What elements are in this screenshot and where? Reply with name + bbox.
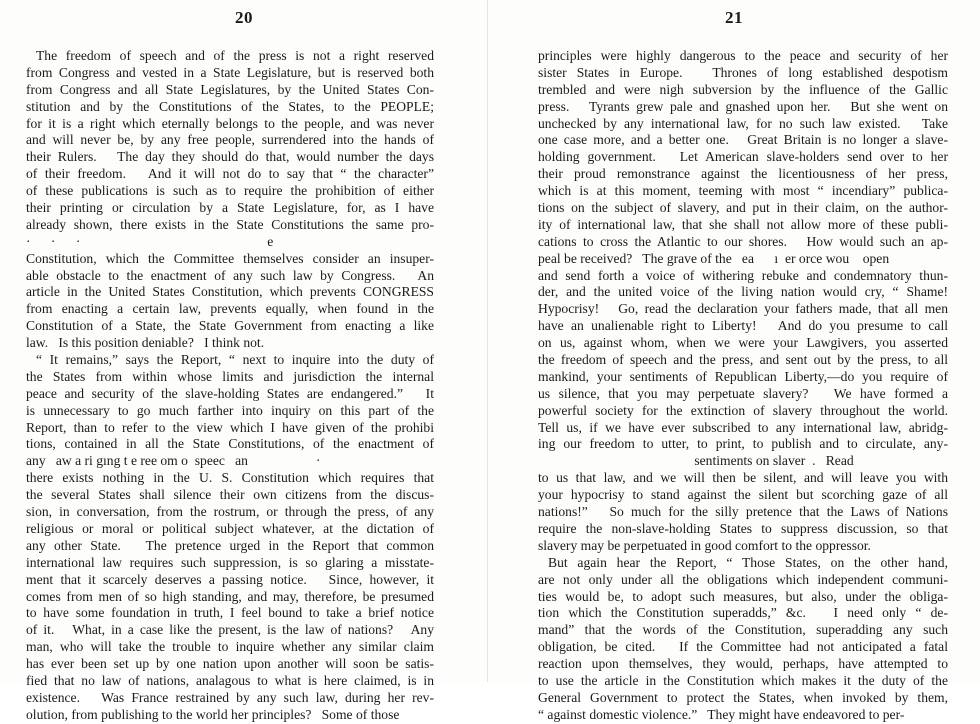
text-line: from Congress and all State Legislatures, by the United States Con- (26, 81, 434, 97)
text-line: any aw a ri gıng t e ree om o speec an · (26, 453, 321, 469)
left-page-text (26, 48, 434, 724)
text-line: is unnecessary to go much farther into inquiry on this part of the (26, 402, 434, 418)
text-line: cations to cross the Atlantic to our shores. How would such an ap- (538, 233, 948, 249)
text-line: sister States in Europe. Thrones of long established despotism (538, 64, 948, 80)
text-line: press. Tyrants grew pale and gnashed upon her. But she went on (538, 98, 948, 114)
text-line: trembled and were nigh subversion by the influence of the Gallic (538, 81, 948, 97)
text-line: man, who will take the trouble to inquire whether any similar claim (26, 639, 434, 655)
text-line: us silence, that you may perpetuate slavery? We have formed a (538, 385, 948, 401)
text-line: any other State. The pretence urged in the Report that common (26, 537, 434, 553)
text-line: require the non-slave-holding States to suppress discussion, so that (538, 520, 948, 536)
text-line: reaction upon themselves, they would, perhaps, have attempted to (538, 656, 948, 672)
right-page (488, 0, 980, 722)
text-line: have an unalienable right to Liberty! And do you presume to call (538, 318, 948, 334)
text-line: has ever been set up by one nation upon another will soon be satis- (26, 656, 434, 672)
text-line: obligation, be cited. If the Committee had not anticipated a fatal (538, 639, 948, 655)
text-line: ties would be, to adopt such measures, but also, under the obliga- (538, 588, 948, 604)
text-line: already shown, there exists in the State Constitutions the same pro- (26, 216, 434, 232)
text-line: ity of international law, that she shall not allow more of these publi- (538, 216, 948, 232)
text-line: from Congress and vested in a State Legislature, but is reserved both (26, 64, 434, 80)
text-line: ment that it scarcely deserves a passing notice. Since, however, it (26, 571, 434, 587)
text-line: article in the United States Constitution, which prevents CONGRESS (26, 284, 434, 300)
text-line: “ It remains,” says the Report, “ next to inquire into the duty of (36, 352, 434, 368)
text-line: tions, contained in all the State Constitutions, of the enactment of (26, 436, 434, 452)
left-page (0, 0, 488, 722)
text-line: of it. What, in a case like the present, is the law of nations? Any (26, 622, 434, 638)
text-line: peal be received? The grave of the ea ı er orce wou open (538, 250, 890, 266)
text-line: the States from within whose limits and jurisdiction the internal (26, 368, 434, 384)
text-line: to us that law, and we will then be silent, and will leave you with (538, 470, 948, 486)
text-line: Hypocrisy! Go, read the declaration your fathers made, that all men (538, 301, 948, 317)
text-line: one case more, and a better one. Great Britain is no longer a slave- (538, 132, 948, 148)
text-line: General Government to protect the States, when invoked by them, (538, 689, 948, 705)
text-line: their printing or circulation by a State Legislature, for, as I have (26, 200, 434, 216)
text-line: law. Is this position deniable? I think not. (26, 335, 265, 351)
text-line: to use the article in the Constitution which makes it the duty of the (538, 672, 948, 688)
text-line: mand” that the words of the Constitution, superadding any such (538, 622, 948, 638)
text-line: slavery may be perpetuated in good comfort to the oppressor. (538, 537, 871, 553)
text-line: from enacting a certain law, prevents equally, when found in the (26, 301, 434, 317)
text-line: to have some foundation in truth, I feel bound to take a brief notice (26, 605, 434, 621)
text-line: international law requires such suppression, is so glaring a misstate- (26, 554, 434, 570)
text-line: there exists nothing in the U. S. Constitution which requires that (26, 470, 434, 486)
text-line: are not only under all the obligations which independent communi- (538, 571, 948, 587)
text-line: which is at this moment, teeming with most “ incendiary” publica- (538, 183, 948, 199)
text-line: “ against domestic violence.” They might have endeavored to per- (538, 706, 905, 722)
text-line: the freedom of speech and the press, and sent out by the press, to all (538, 352, 948, 368)
text-line: olution, from publishing to the world her principles? Some of those (26, 706, 400, 722)
text-line: religious or moral or political subject whatever, at the dictation of (26, 520, 434, 536)
text-line: for it is a right which eternally belongs to the people, and was never (26, 115, 434, 131)
text-line: · · · e (26, 233, 274, 249)
text-line: mankind, your sentiments of Republican Liberty,—do you require of (538, 368, 948, 384)
text-line: sentiments on slaver . Read (538, 453, 854, 469)
text-line: and send forth a voice of withering rebuke and condemnatory thun- (538, 267, 948, 283)
text-line: fied that no law of nations, analagous to what is here claimed, is in (26, 672, 434, 688)
text-line: unchecked by any international law, for no such law existed. Take (538, 115, 948, 131)
text-line: ing our freedom to utter, to print, to publish and to circulate, any- (538, 436, 948, 452)
text-line: their proud remonstrance against the licentiousness of her press, (538, 166, 948, 182)
text-line: der, and the united voice of the living nation would cry, “ Shame! (538, 284, 948, 300)
text-line: principles were highly dangerous to the peace and security of her (538, 48, 948, 63)
text-line: their Rulers. The day they should do that, would number the days (26, 149, 434, 165)
page-number-right: 21 (725, 8, 743, 27)
text-line: and will never be, by any free people, surrendered into the hands of (26, 132, 434, 148)
right-page-text (538, 48, 948, 724)
text-line: Constitution, which the Committee themselves consider an insuper- (26, 250, 434, 266)
text-line: Constitution of a State, the State Government from enacting a like (26, 318, 434, 334)
text-line: tions on the subject of slavery, and put in their claim, on the author- (538, 200, 948, 216)
page-number-left: 20 (235, 8, 253, 27)
text-line: The freedom of speech and of the press is not a right reserved (36, 48, 434, 63)
text-line: nations!” So much for the silly pretence that the Laws of Nations (538, 504, 948, 520)
text-line: peace and security of the slave-holding States are endangered.” It (26, 385, 434, 401)
text-line: holding government. Let American slave-holders send over to her (538, 149, 948, 165)
text-line: existence. Was France restrained by any such law, during her rev- (26, 689, 434, 705)
text-line: But again hear the Report, “ Those States, on the other hand, (548, 554, 948, 570)
text-line: Tell us, if we have ever subscribed to any international law, abridg- (538, 419, 948, 435)
text-line: the several States shall silence their own citizens from the discus- (26, 487, 434, 503)
text-line: of their freedom. And it will not do to say that “ the character” (26, 166, 434, 182)
text-line: powerful society for the extinction of slavery throughout the world. (538, 402, 948, 418)
text-line: able obstacle to the enactment of any such law by Congress. An (26, 267, 434, 283)
text-line: tion which the Constitution superadds,” &c. I need only “ de- (538, 605, 948, 621)
text-line: stitution and by the Constitutions of the States, to the PEOPLE; (26, 98, 434, 114)
text-line: Report, than to refer to the view which I have given of the prohibi (26, 419, 434, 435)
text-line: comes from men of so high standing, and may, therefore, be presumed (26, 588, 434, 604)
text-line: of these publications is such as to require the prohibition of either (26, 183, 434, 199)
text-line: your hypocrisy to stand against the silent but scorching gaze of all (538, 487, 948, 503)
text-line: sion, in conversation, from the rostrum, or through the press, of any (26, 504, 434, 520)
text-line: on us, against whom, when we were your Lawgivers, you asserted (538, 335, 948, 351)
